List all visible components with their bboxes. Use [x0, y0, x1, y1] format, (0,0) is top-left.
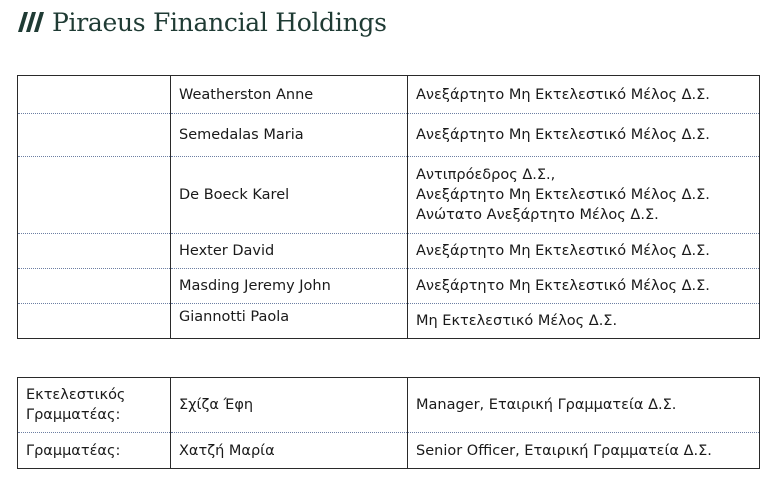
title-line: Γραμματέας: [26, 442, 121, 459]
role-group-cell [18, 157, 171, 234]
secretaries-table [17, 377, 760, 469]
member-name: Hexter David [171, 234, 408, 269]
role-group-cell [18, 76, 171, 114]
member-name: Masding Jeremy John [171, 269, 408, 304]
title-line: Γραμματέας: [26, 407, 121, 423]
secretary-position: Senior Officer, Εταιρική Γραμματεία Δ.Σ. [408, 433, 760, 469]
position-line: Μη Εκτελεστικό Μέλος Δ.Σ. [416, 313, 618, 329]
secretary-position: Manager, Εταιρική Γραμματεία Δ.Σ. [408, 378, 760, 433]
role-group-cell [18, 269, 171, 304]
table-row [18, 269, 760, 304]
position-line: Ανώτατο Ανεξάρτητο Μέλος Δ.Σ. [416, 207, 659, 223]
table-row [18, 378, 760, 433]
company-logo [18, 4, 387, 40]
role-group-cell [18, 234, 171, 269]
member-position [408, 269, 760, 304]
role-group-cell [18, 304, 171, 339]
position-line: Ανεξάρτητο Μη Εκτελεστικό Μέλος Δ.Σ. [416, 127, 710, 143]
secretary-name: Σχίζα Έφη [171, 378, 408, 433]
secretary-title [18, 378, 171, 433]
table-row [18, 114, 760, 157]
company-name: Piraeus Financial Holdings [52, 7, 387, 37]
role-group-cell [18, 114, 171, 157]
secretary-title [18, 433, 171, 469]
board-members-table [17, 75, 760, 339]
table-row [18, 157, 760, 234]
position-line: Αντιπρόεδρος Δ.Σ., [416, 167, 556, 183]
member-name: Weatherston Anne [171, 76, 408, 114]
title-line: Εκτελεστικός [26, 387, 126, 403]
position-line: Ανεξάρτητο Μη Εκτελεστικό Μέλος Δ.Σ. [416, 187, 710, 203]
member-position [408, 76, 760, 114]
member-position [408, 157, 760, 234]
position-line: Ανεξάρτητο Μη Εκτελεστικό Μέλος Δ.Σ. [416, 243, 710, 259]
three-slashes-logo-icon [18, 10, 46, 34]
table-row [18, 304, 760, 339]
table-row [18, 433, 760, 469]
member-position [408, 234, 760, 269]
secretary-name: Χατζή Μαρία [171, 433, 408, 469]
member-position [408, 114, 760, 157]
table-row [18, 76, 760, 114]
table-row [18, 234, 760, 269]
position-line: Ανεξάρτητο Μη Εκτελεστικό Μέλος Δ.Σ. [416, 86, 710, 103]
member-name: Giannotti Paola [171, 304, 408, 339]
member-name: De Boeck Karel [171, 157, 408, 234]
position-line: Ανεξάρτητο Μη Εκτελεστικό Μέλος Δ.Σ. [416, 278, 710, 294]
member-position [408, 304, 760, 339]
member-name: Semedalas Maria [171, 114, 408, 157]
